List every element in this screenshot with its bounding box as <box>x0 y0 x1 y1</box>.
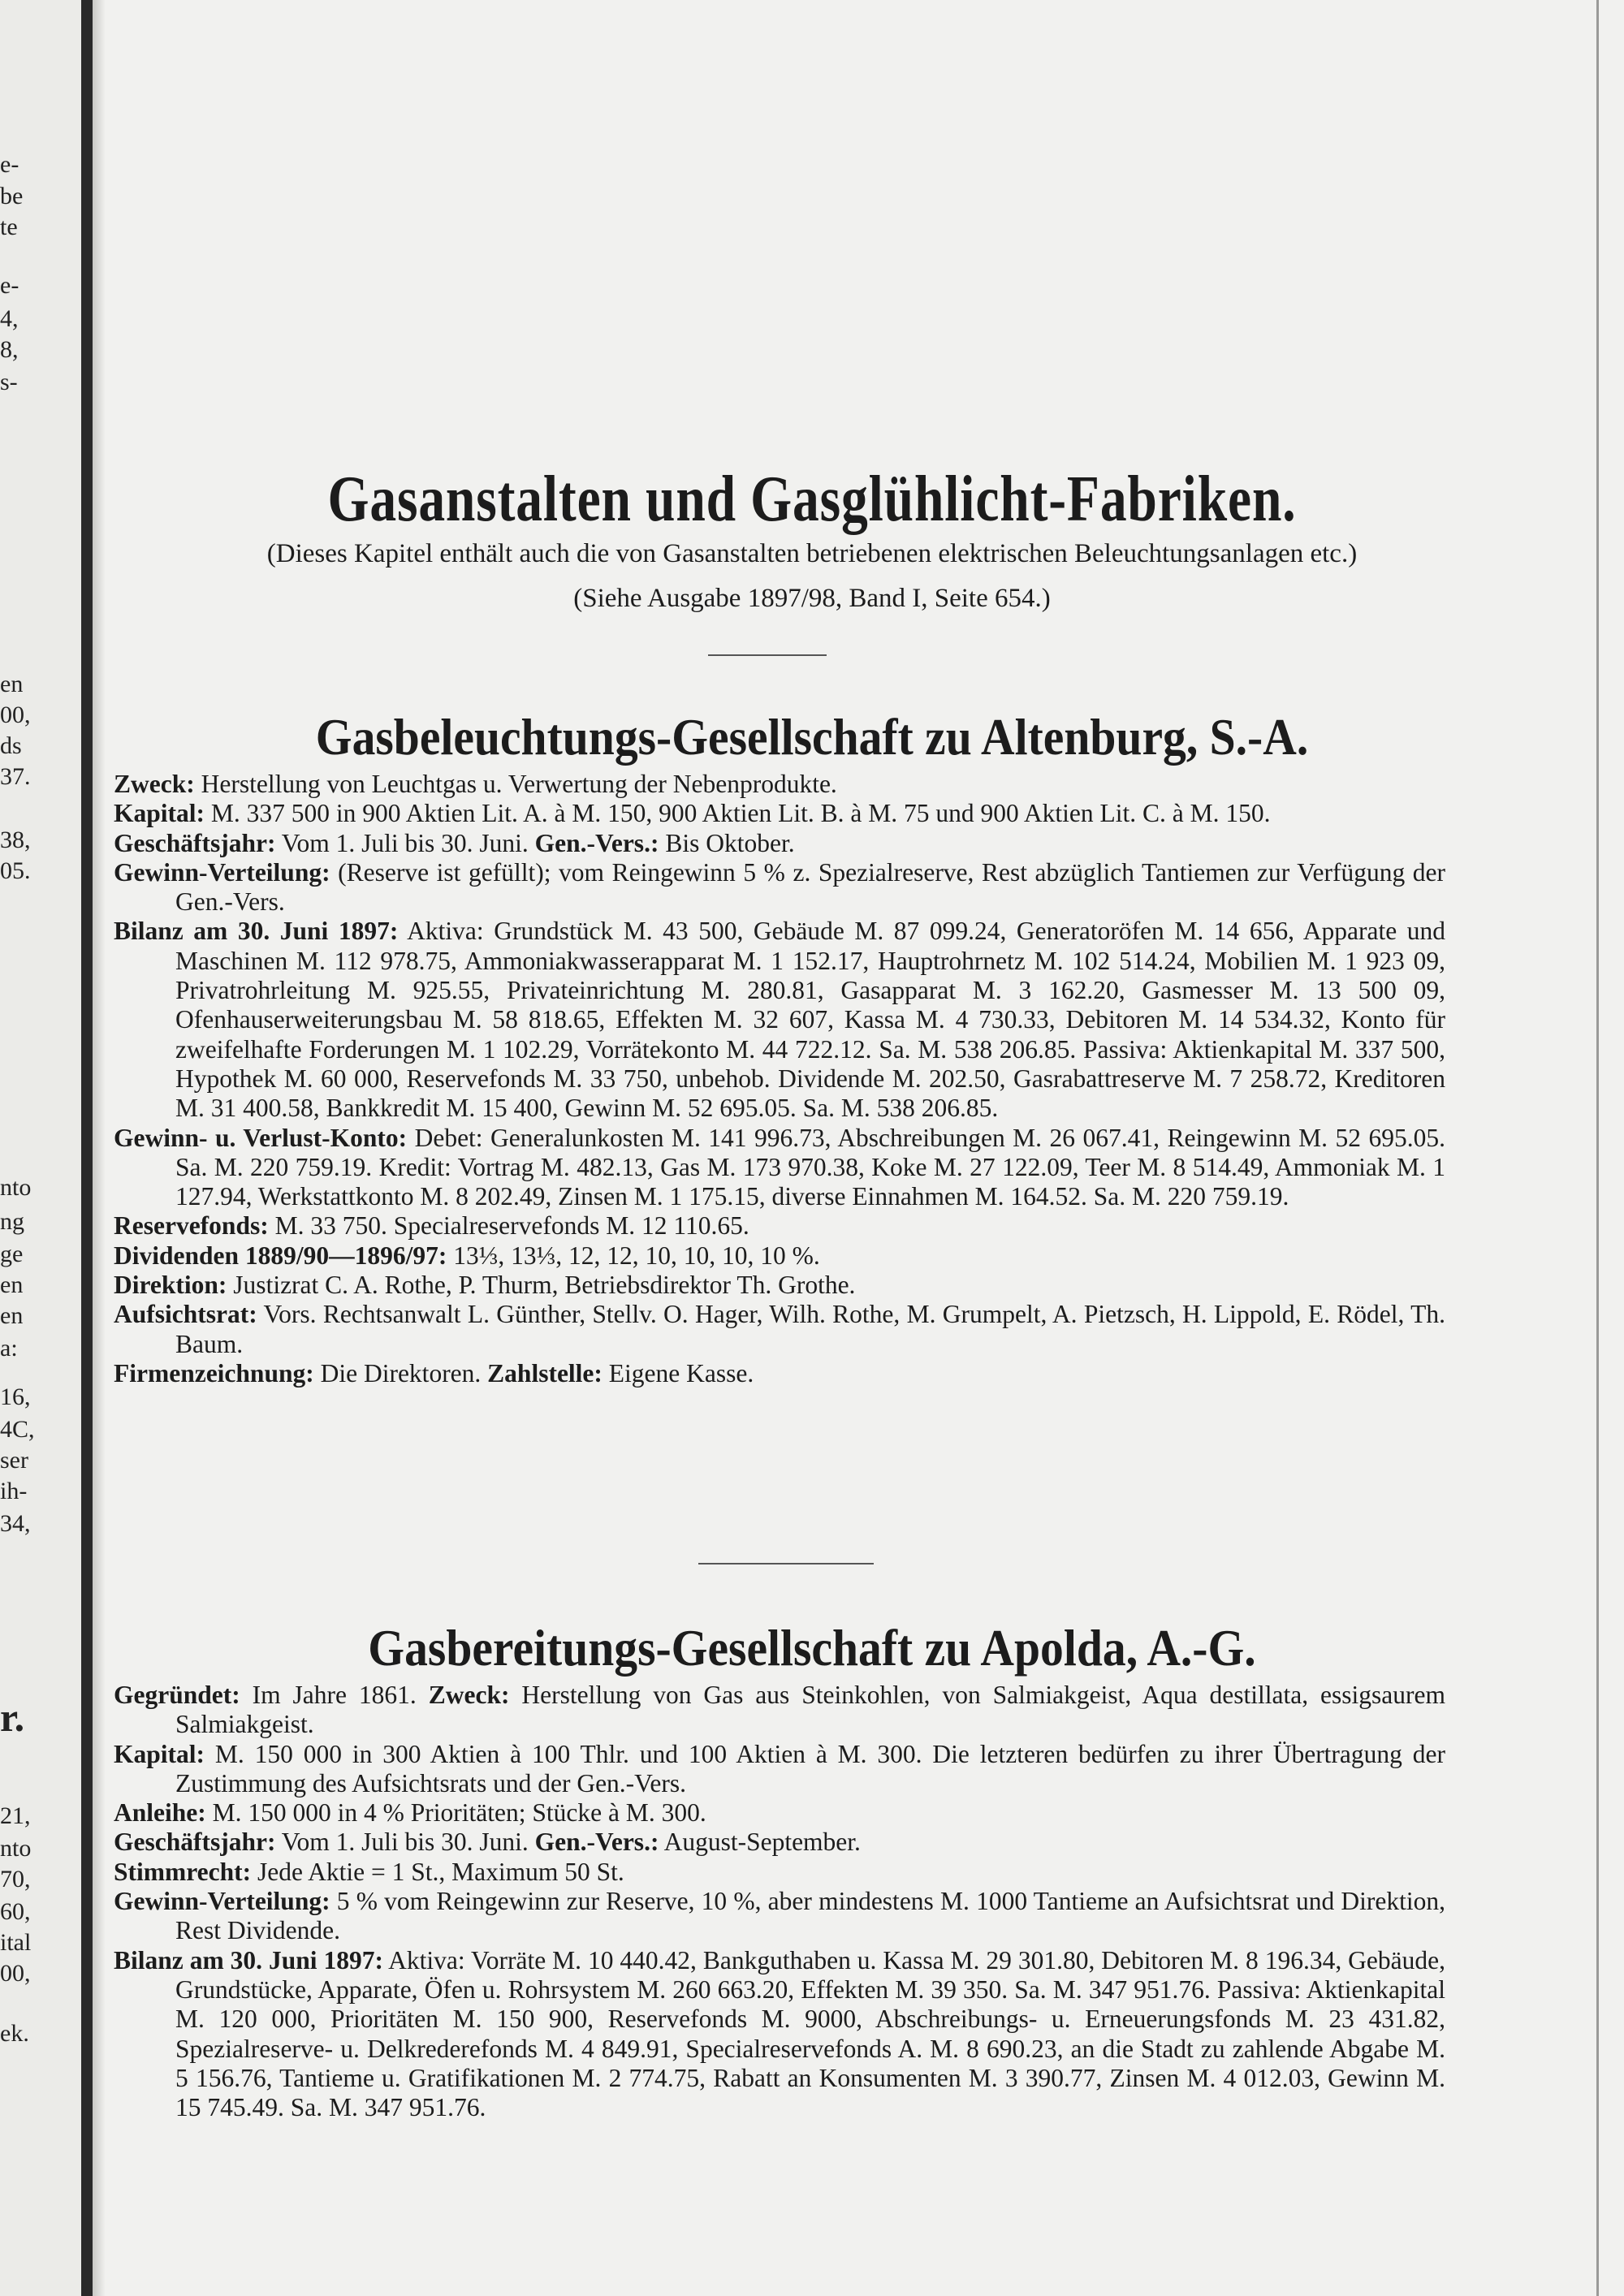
entry-label: Direktion: <box>114 1271 227 1300</box>
entry-text: Herstellung von Gas aus Steinkohlen, von Salmiakgeist, Aqua destillata, essigsaurem Salmiakgeist. <box>175 1681 1446 1739</box>
margin-fragment: ih- <box>0 1478 28 1504</box>
entry-text: Vors. Rechtsanwalt L. Günther, Stellv. O. Hager, Wilh. Rothe, M. Grumpelt, A. Pietzsch, H. Lippold, E. Rödel, Th. Baum. <box>175 1300 1445 1358</box>
margin-fragment: a: <box>0 1335 18 1362</box>
entry <box>114 799 1445 828</box>
entry-label: Kapital: <box>114 1739 205 1768</box>
binding-gutter <box>81 0 93 2296</box>
entry <box>114 1946 1445 2123</box>
entry-label: Gen.-Vers.: <box>534 828 659 857</box>
margin-fragment: 05. <box>0 857 31 884</box>
company-title-altenburg: Gasbeleuchtungs-Gesellschaft zu Altenburg, S.-A. <box>315 708 1309 766</box>
entry <box>114 1300 1445 1359</box>
entry-text: M. 150 000 in 300 Aktien à 100 Thlr. und 100 Aktien à M. 300. Die letzteren bedürfen zu ihrer Übertragung der Zustimmung des Aufsichtsrats und der Gen.-Vers. <box>175 1739 1445 1798</box>
entry-text: M. 150 000 in 4 % Prioritäten; Stücke à M. 300. <box>205 1798 706 1828</box>
entry-label: Geschäftsjahr: <box>114 828 276 857</box>
entry <box>114 858 1445 917</box>
gutter-shadow <box>93 0 106 2296</box>
margin-fragment: ng <box>0 1208 24 1235</box>
entry <box>114 917 1445 1123</box>
entry-text: Vom 1. Juli bis 30. Juni. <box>275 1828 535 1857</box>
entry-label: Kapital: <box>114 799 205 828</box>
entry-text: Aktiva: Vorräte M. 10 440.42, Bankguthaben u. Kassa M. 29 301.80, Debitoren M. 8 196.34, Gebäude, Grundstücke, Apparate, Öfen u. Rohrsystem M. 260 663.20, Effekten M. 39 350. Sa. M. 347 951.76. Passiva: Aktienkapital M. 120 000, Prioritäten M. 150 900, Reservefonds M. 9000, Abschreibungs- u. Erneuerungsfonds M. 23 431.82, Spezialreserve- u. Delkrederefonds M. 4 849.91, Specialreservefonds A. M. 8 690.23, an die Stadt zu zahlende Abgabe M. 5 156.76, Tantieme u. Gratifikationen M. 2 774.75, Rabatt an Konsumenten M. 3 390.77, Zinsen M. 4 012.03, Gewinn M. 15 745.49. Sa. M. 347 951.76. <box>175 1945 1445 2122</box>
entry <box>114 1359 1445 1388</box>
margin-fragment: 38, <box>0 826 31 853</box>
margin-fragment: ital <box>0 1929 32 1956</box>
entry-label: Gewinn-Verteilung: <box>114 1887 330 1916</box>
entry-label: Bilanz am 30. Juni 1897: <box>114 917 399 946</box>
margin-fragment: ge <box>0 1241 24 1267</box>
entry <box>114 1211 1445 1241</box>
margin-fragment: ek. <box>0 2020 29 2047</box>
margin-fragment: 4C, <box>0 1416 35 1443</box>
margin-fragment: 4, <box>0 305 19 332</box>
margin-fragment: en <box>0 671 24 697</box>
margin-fragment: e- <box>0 151 19 178</box>
margin-fragment: 34, <box>0 1510 31 1537</box>
margin-fragment: e- <box>0 272 19 299</box>
entry-text: (Reserve ist gefüllt); vom Reingewinn 5 % z. Spezialreserve, Rest abzüglich Tantiemen zur Verfügung der Gen.-Vers. <box>175 857 1445 917</box>
entry-label: Gewinn-Verteilung: <box>114 857 330 887</box>
margin-fragment: ds <box>0 732 22 759</box>
chapter-title: Gasanstalten und Gasglühlicht-Fabriken. <box>327 464 1297 535</box>
entry-label: Zweck: <box>114 770 195 798</box>
entry-label: Aufsichtsrat: <box>114 1300 257 1329</box>
margin-fragment: nto <box>0 1174 32 1201</box>
entry-text: Jede Aktie = 1 St., Maximum 50 St. <box>251 1857 624 1886</box>
entry-text: M. 337 500 in 900 Aktien Lit. A. à M. 150, 900 Aktien Lit. B. à M. 75 und 900 Aktien Lit. C. à M. 150. <box>205 799 1271 828</box>
margin-fragment: r. <box>0 1694 25 1740</box>
company-entries-apolda <box>114 1681 1445 2122</box>
margin-fragment: 00, <box>0 1960 31 1987</box>
entry-text: 13⅓, 13⅓, 12, 12, 10, 10, 10, 10 %. <box>447 1241 820 1270</box>
entry-label: Gen.-Vers.: <box>534 1828 659 1857</box>
margin-fragment: 37. <box>0 763 31 790</box>
entry-label: Zweck: <box>428 1681 510 1709</box>
entry-text: Vom 1. Juli bis 30. Juni. <box>275 828 535 857</box>
entry-label: Gewinn- u. Verlust-Konto: <box>114 1123 408 1152</box>
margin-fragment: be <box>0 183 24 209</box>
entry-text: Debet: Generalunkosten M. 141 996.73, Abschreibungen M. 26 067.41, Reingewinn M. 52 695.05. Sa. M. 220 759.19. Kredit: Vortrag M. 482.13, Gas M. 173 970.38, Koke M. 27 122.09, Teer M. 8 514.49, Ammoniak M. 1 127.94, Werkstattkonto M. 8 202.49, Zinsen M. 1 175.15, diverse Einnahmen M. 164.52. Sa. M. 220 759.19. <box>175 1123 1446 1211</box>
entry <box>114 770 1445 799</box>
entry-label: Anleihe: <box>114 1798 206 1828</box>
entry-label: Dividenden 1889/90—1896/97: <box>114 1241 447 1270</box>
chapter-note: (Dieses Kapitel enthält auch die von Gasanstalten betriebenen elektrischen Beleuchtungsanlagen etc.) <box>266 539 1358 568</box>
margin-fragment: 00, <box>0 701 31 728</box>
entry-text: Aktiva: Grundstück M. 43 500, Gebäude M. 87 099.24, Generatoröfen M. 14 656, Apparate und Maschinen M. 112 978.75, Ammoniakwasserapparat M. 1 152.17, Hauptrohrnetz M. 102 514.24, Mobilien M. 1 923 09, Privatrohrleitung M. 925.55, Privateinrichtung M. 280.81, Gasapparat M. 3 162.20, Gasmesser M. 13 500 09, Ofenhauserweiterungsbau M. 58 818.65, Effekten M. 32 607, Kassa M. 4 730.33, Debitoren M. 14 534.32, Konto für zweifelhafte Forderungen M. 1 102.29, Vorrätekonto M. 44 722.12. Sa. M. 538 206.85. Passiva: Aktienkapital M. 337 500, Hypothek M. 60 000, Reservefonds M. 33 750, unbehob. Dividende M. 202.50, Gasrabattreserve M. 7 258.72, Kreditoren M. 31 400.58, Bankkredit M. 15 400, Gewinn M. 52 695.05. Sa. M. 538 206.85. <box>175 917 1445 1123</box>
company-title-apolda: Gasbereitungs-Gesellschaft zu Apolda, A.-G. <box>368 1619 1256 1677</box>
entry <box>114 1681 1445 1740</box>
entry-label: Zahlstelle: <box>487 1358 603 1388</box>
entry <box>114 1124 1445 1212</box>
margin-fragment: 21, <box>0 1802 31 1829</box>
entry-label: Firmenzeichnung: <box>114 1358 314 1388</box>
entry <box>114 1241 1445 1271</box>
entry-text: August-September. <box>659 1828 861 1857</box>
company-entries-altenburg <box>114 770 1445 1388</box>
entry <box>114 1740 1445 1799</box>
entry-text: Justizrat C. A. Rothe, P. Thurm, Betriebsdirektor Th. Grothe. <box>227 1271 856 1300</box>
entry-label: Stimmrecht: <box>114 1857 252 1886</box>
chapter-reference: (Siehe Ausgabe 1897/98, Band I, Seite 654.) <box>573 584 1051 613</box>
margin-fragment: nto <box>0 1835 32 1862</box>
margin-fragment: te <box>0 214 18 240</box>
margin-fragment: 8, <box>0 336 19 363</box>
page-edge <box>1596 0 1599 2296</box>
entry-text: Im Jahre 1861. <box>240 1681 429 1709</box>
margin-fragment: 70, <box>0 1866 31 1892</box>
entry <box>114 1798 1445 1828</box>
entry <box>114 1858 1445 1887</box>
entry-label: Geschäftsjahr: <box>114 1828 276 1857</box>
entry-text: Eigene Kasse. <box>602 1358 754 1388</box>
entry-text: Die Direktoren. <box>313 1358 488 1388</box>
margin-fragment: 60, <box>0 1898 31 1925</box>
entry <box>114 1828 1445 1857</box>
entry-text: Bis Oktober. <box>659 828 795 857</box>
entry <box>114 1271 1445 1300</box>
entry <box>114 1887 1445 1946</box>
divider <box>708 654 827 656</box>
margin-fragment: ser <box>0 1447 28 1474</box>
margin-fragment: en <box>0 1302 24 1329</box>
margin-fragment: s- <box>0 369 18 395</box>
entry-text: 5 % vom Reingewinn zur Reserve, 10 %, aber mindestens M. 1000 Tantieme an Aufsichtsrat und Direktion, Rest Dividende. <box>175 1887 1445 1945</box>
divider <box>698 1563 874 1564</box>
entry-label: Gegründet: <box>114 1681 240 1709</box>
entry-text: Herstellung von Leuchtgas u. Verwertung der Nebenprodukte. <box>194 770 837 798</box>
entry-text: M. 33 750. Specialreservefonds M. 12 110.65. <box>268 1211 749 1241</box>
entry-label: Reservefonds: <box>114 1211 269 1241</box>
entry-label: Bilanz am 30. Juni 1897: <box>114 1945 383 1974</box>
margin-fragment: 16, <box>0 1383 31 1410</box>
margin-fragment: en <box>0 1271 24 1298</box>
entry <box>114 829 1445 858</box>
